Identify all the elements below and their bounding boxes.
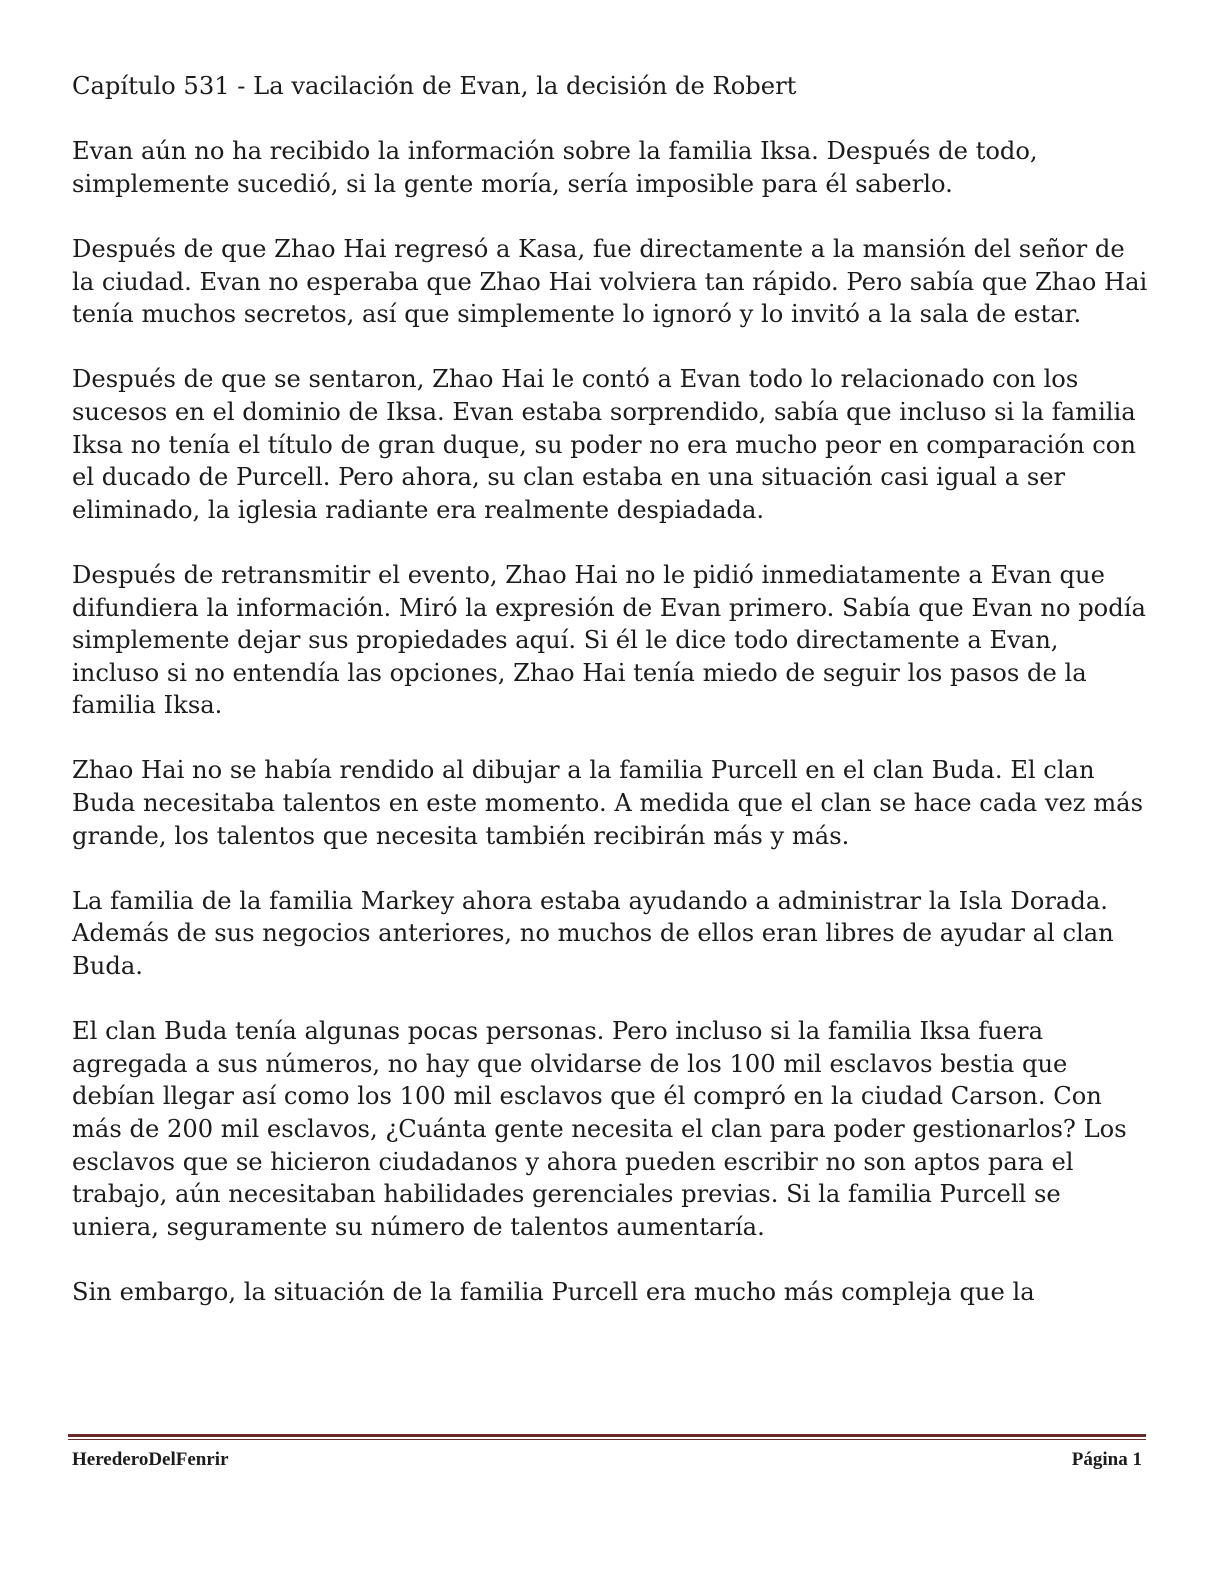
paragraph: Después de que se sentaron, Zhao Hai le contó a Evan todo lo relacionado con los sucesos en el dominio de Iksa. Evan estaba sorprendido, sabía que incluso si la familia Iksa no tenía el título de gran duque, su poder no era mucho peor en comparación con el ducado de Purcell. Pero ahora, su clan estaba en una situación casi igual a ser eliminado, la iglesia radiante era realmente despiadada. — [72, 365, 1136, 524]
footer-page-number: Página 1 — [1071, 1449, 1142, 1470]
paragraph: Zhao Hai no se había rendido al dibujar a la familia Purcell en el clan Buda. El clan Buda necesitaba talentos en este momento. A medida que el clan se hace cada vez más grande, los talentos que necesita también recibirán más y más. — [72, 756, 1144, 850]
paragraph: El clan Buda tenía algunas pocas personas. Pero incluso si la familia Iksa fuera agregada a sus números, no hay que olvidarse de los 100 mil esclavos bestia que debían llegar así como los 100 mil esclavos que él compró en la ciudad Carson. Con más de 200 mil esclavos, ¿Cuánta gente necesita el clan para poder gestionarlos? Los esclavos que se hicieron ciudadanos y ahora pueden escribir no son aptos para el trabajo, aún necesitaban habilidades gerenciales previas. Si la familia Purcell se uniera, seguramente su número de talentos aumentaría. — [72, 1017, 1127, 1241]
footer-divider — [68, 1434, 1146, 1441]
footer-divider-thin — [68, 1439, 1146, 1440]
paragraph: La familia de la familia Markey ahora estaba ayudando a administrar la Isla Dorada. Además de sus negocios anteriores, no muchos de ellos eran libres de ayudar al clan Buda. — [72, 886, 1114, 981]
document-body — [72, 70, 1152, 1341]
chapter-title: Capítulo 531 - La vacilación de Evan, la decisión de Robert — [72, 72, 797, 100]
paragraph: Después de retransmitir el evento, Zhao Hai no le pidió inmediatamente a Evan que difundiera la información. Miró la expresión de Evan primero. Sabía que Evan no podía simplemente dejar sus propiedades aquí. Si él le dice todo directamente a Evan, incluso si no entendía las opciones, Zhao Hai tenía miedo de seguir los pasos de la familia Iksa. — [72, 560, 1146, 720]
paragraph: Evan aún no ha recibido la información sobre la familia Iksa. Después de todo, simplemente sucedió, si la gente moría, sería imposible para él saberlo. — [72, 137, 1038, 198]
paragraph: Después de que Zhao Hai regresó a Kasa, fue directamente a la mansión del señor de la ciudad. Evan no esperaba que Zhao Hai volviera tan rápido. Pero sabía que Zhao Hai tenía muchos secretos, así que simplemente lo ignoró y lo invitó a la sala de estar. — [72, 234, 1148, 329]
footer-divider-thick — [68, 1434, 1146, 1437]
footer-author: HerederoDelFenrir — [72, 1449, 229, 1470]
paragraph: Sin embargo, la situación de la familia Purcell era mucho más compleja que la — [72, 1277, 1035, 1306]
